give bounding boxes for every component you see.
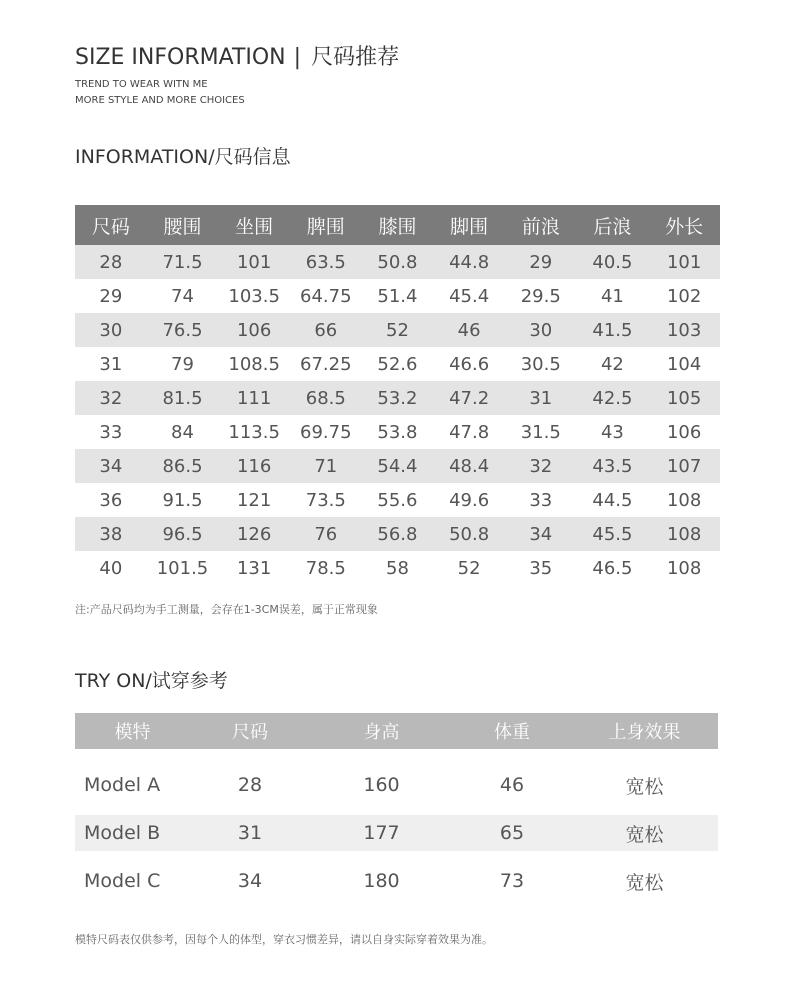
size-table-cell: 34	[75, 449, 147, 483]
size-table-cell: 66	[290, 313, 362, 347]
size-table-cell: 121	[236, 489, 272, 511]
size-table-cell: 34	[505, 517, 577, 551]
size-note: 注:产品尺码均为手工测量，会存在1-3CM误差，属于正常现象	[75, 603, 378, 616]
table-row	[75, 517, 720, 551]
table-spacer	[75, 851, 718, 863]
size-table-cell: 102	[666, 285, 702, 307]
size-table-cell: 51.4	[377, 285, 418, 307]
table-row	[75, 415, 720, 449]
size-section-title: INFORMATION/尺码信息	[75, 146, 291, 168]
size-table-cell: 50.8	[362, 245, 434, 279]
model-size: 31	[190, 815, 310, 851]
page-title-cn: 尺码推荐	[311, 45, 400, 70]
size-table	[75, 205, 720, 585]
model-height: 177	[310, 815, 453, 851]
size-table-cell: 44.8	[433, 245, 505, 279]
size-table-cell: 116	[218, 449, 290, 483]
size-table-cell: 111	[218, 381, 290, 415]
model-height: 180	[363, 870, 400, 892]
size-col-header: 脚围	[433, 205, 505, 245]
size-table-cell: 50.8	[433, 517, 505, 551]
size-table-cell: 108	[648, 517, 720, 551]
size-col-header: 外长	[648, 205, 720, 245]
size-table-cell: 63.5	[290, 245, 362, 279]
size-table-cell: 53.2	[362, 381, 434, 415]
size-table-cell: 46.5	[592, 557, 633, 579]
size-table-cell: 131	[236, 557, 272, 579]
tryon-section-title: TRY ON/试穿参考	[75, 670, 228, 692]
size-table-cell: 101	[218, 245, 290, 279]
size-table-header-row	[75, 205, 720, 245]
size-table-cell: 86.5	[147, 449, 219, 483]
size-table-cell: 42.5	[577, 381, 649, 415]
size-table-cell: 29	[99, 285, 123, 307]
size-table-cell: 76.5	[147, 313, 219, 347]
size-table-cell: 73.5	[305, 489, 346, 511]
size-table-cell: 103	[648, 313, 720, 347]
size-table-cell: 69.75	[300, 421, 352, 443]
size-table-cell: 71	[290, 449, 362, 483]
size-table-cell: 52	[457, 557, 481, 579]
size-table-cell: 56.8	[362, 517, 434, 551]
tryon-note: 模特尺码表仅供参考，因每个人的体型，穿衣习惯差异，请以自身实际穿着效果为准。	[75, 933, 493, 946]
model-size: 34	[237, 870, 263, 892]
tagline-1: TREND TO WEAR WITN ME	[75, 79, 208, 90]
table-row	[75, 551, 720, 585]
size-table-cell: 45.4	[449, 285, 490, 307]
size-table-cell: 41	[600, 285, 624, 307]
size-table-cell: 101	[648, 245, 720, 279]
size-table-cell: 81.5	[147, 381, 219, 415]
table-row	[75, 863, 718, 899]
tryon-col-header: 尺码	[190, 713, 310, 749]
size-table-cell: 31.5	[520, 421, 561, 443]
size-table-cell: 79	[171, 353, 194, 375]
size-table-cell: 30	[75, 313, 147, 347]
page-title-en: SIZE INFORMATION	[75, 45, 286, 70]
model-height: 160	[363, 774, 400, 796]
size-table-cell: 49.6	[449, 489, 490, 511]
size-table-cell: 46	[433, 313, 505, 347]
size-table-cell: 106	[666, 421, 702, 443]
tryon-col-header: 上身效果	[571, 713, 718, 749]
tagline-2: MORE STYLE AND MORE CHOICES	[75, 95, 245, 106]
size-table-cell: 33	[529, 489, 553, 511]
size-table-cell: 29.5	[520, 285, 561, 307]
size-table-cell: 126	[218, 517, 290, 551]
model-name: Model C	[84, 870, 161, 892]
size-table-cell: 47.8	[449, 421, 490, 443]
size-table-cell: 68.5	[290, 381, 362, 415]
model-weight: 73	[499, 870, 525, 892]
size-table-cell: 52	[362, 313, 434, 347]
size-table-cell: 28	[75, 245, 147, 279]
size-table-cell: 67.25	[300, 353, 352, 375]
size-table-cell: 46.6	[449, 353, 490, 375]
size-table-cell: 96.5	[147, 517, 219, 551]
size-table-cell: 104	[666, 353, 702, 375]
table-row	[75, 381, 720, 415]
table-row	[75, 815, 718, 851]
size-table-cell: 41.5	[577, 313, 649, 347]
size-table-cell: 45.5	[577, 517, 649, 551]
size-table-cell: 43.5	[577, 449, 649, 483]
size-col-header: 腰围	[147, 205, 219, 245]
size-table-cell: 29	[505, 245, 577, 279]
size-table-cell: 31	[99, 353, 123, 375]
table-row	[75, 279, 720, 313]
tryon-col-header: 体重	[453, 713, 571, 749]
size-table-cell: 38	[75, 517, 147, 551]
size-table-cell: 40.5	[577, 245, 649, 279]
size-table-cell: 113.5	[228, 421, 280, 443]
size-table-cell: 71.5	[147, 245, 219, 279]
model-name: Model A	[84, 774, 161, 796]
size-col-header: 脾围	[290, 205, 362, 245]
size-table-cell: 103.5	[228, 285, 280, 307]
tryon-table-header-row	[75, 713, 718, 749]
model-size: 28	[237, 774, 263, 796]
table-spacer	[75, 749, 718, 767]
size-table-cell: 44.5	[592, 489, 633, 511]
size-table-cell: 108.5	[228, 353, 280, 375]
size-table-cell: 101.5	[156, 557, 209, 579]
table-spacer	[75, 803, 718, 815]
size-col-header: 后浪	[577, 205, 649, 245]
size-table-cell: 35	[529, 557, 553, 579]
table-row	[75, 483, 720, 517]
size-table-cell: 32	[505, 449, 577, 483]
size-table-cell: 42	[600, 353, 624, 375]
model-weight: 46	[499, 774, 525, 796]
size-table-cell: 30	[505, 313, 577, 347]
size-col-header: 膝围	[362, 205, 434, 245]
size-table-cell: 74	[171, 285, 194, 307]
size-table-cell: 43	[600, 421, 624, 443]
size-col-header: 前浪	[505, 205, 577, 245]
size-table-cell: 47.2	[433, 381, 505, 415]
table-row	[75, 245, 720, 279]
size-col-header: 坐围	[218, 205, 290, 245]
model-fit: 宽松	[625, 871, 664, 894]
page-title	[75, 40, 399, 71]
model-fit: 宽松	[571, 815, 718, 851]
size-table-cell: 76	[290, 517, 362, 551]
size-table-cell: 91.5	[162, 489, 203, 511]
size-table-cell: 33	[99, 421, 123, 443]
size-table-cell: 52.6	[377, 353, 418, 375]
size-table-cell: 84	[171, 421, 194, 443]
tryon-col-header: 模特	[75, 713, 190, 749]
table-row	[75, 313, 720, 347]
size-table-cell: 105	[648, 381, 720, 415]
size-table-cell: 64.75	[300, 285, 352, 307]
size-table-cell: 54.4	[362, 449, 434, 483]
size-table-cell: 55.6	[377, 489, 418, 511]
size-table-cell: 107	[648, 449, 720, 483]
size-table-cell: 106	[218, 313, 290, 347]
tryon-col-header: 身高	[310, 713, 453, 749]
table-row	[75, 449, 720, 483]
size-table-cell: 40	[99, 557, 123, 579]
tryon-table	[75, 713, 718, 899]
model-fit: 宽松	[625, 775, 664, 798]
size-table-cell: 32	[75, 381, 147, 415]
size-table-cell: 48.4	[433, 449, 505, 483]
model-name: Model B	[75, 815, 190, 851]
table-row	[75, 767, 718, 803]
size-table-cell: 30.5	[520, 353, 561, 375]
size-table-cell: 78.5	[305, 557, 346, 579]
table-row	[75, 347, 720, 381]
title-separator: |	[293, 45, 302, 70]
size-table-cell: 36	[99, 489, 123, 511]
size-table-cell: 108	[666, 489, 702, 511]
model-weight: 65	[453, 815, 571, 851]
size-table-cell: 108	[666, 557, 702, 579]
size-table-cell: 53.8	[377, 421, 418, 443]
size-col-header: 尺码	[75, 205, 147, 245]
size-table-cell: 58	[386, 557, 409, 579]
size-table-cell: 31	[505, 381, 577, 415]
